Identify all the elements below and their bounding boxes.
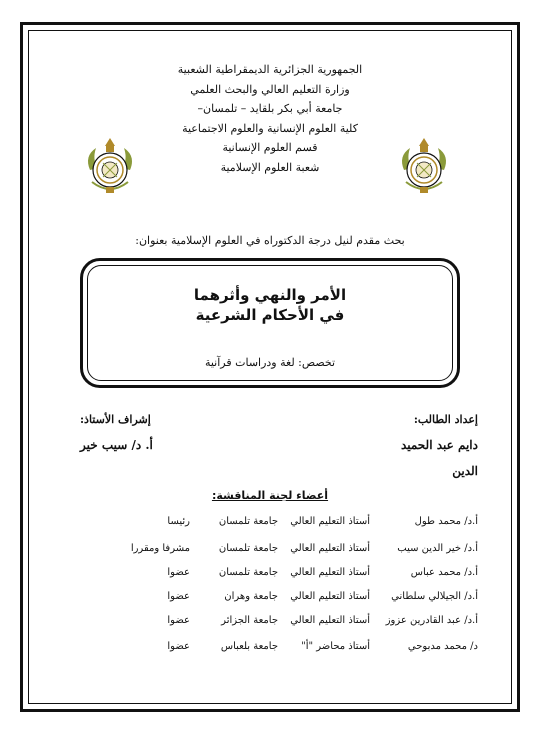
member-university: جامعة تلمسان [218,543,278,554]
student-name-line2: الدين [452,464,478,478]
header-line-ministry: وزارة التعليم العالي والبحث العلمي [190,82,350,96]
member-university: جامعة وهران [224,591,278,602]
member-rank: أستاذ محاضر "أ" [301,641,370,652]
member-role: عضوا [167,591,190,602]
thesis-title-line2: في الأحكام الشرعية [195,306,345,324]
member-role: رئيسا [167,516,190,527]
member-university: جامعة تلمسان [218,567,278,578]
member-name: أ.د/ محمد عباس [410,567,478,578]
header-line-university: جامعة أبي بكر بلقايد – تلمسان– [197,102,343,115]
degree-intro: بحث مقدم لنيل درجة الدكتوراه في العلوم الإسلامية بعنوان: [135,234,405,247]
header-line-department: قسم العلوم الإنسانية [222,141,318,154]
committee-title: أعضاء لجنة المناقشة: [211,489,329,502]
header-line-republic: الجمهورية الجزائرية الديمقراطية الشعبية [177,63,363,76]
member-name: أ.د/ محمد طول [414,516,478,527]
header-line-branch: شعبة العلوم الإسلامية [220,160,320,174]
member-university: جامعة تلمسان [218,516,278,527]
member-university: جامعة الجزائر [221,615,278,626]
member-role: عضوا [167,641,190,652]
supervision-label: إشراف الأستاذ: [80,413,151,426]
preparation-label: إعداد الطالب: [413,413,478,426]
member-name: د/ محمد مدبوحي [407,641,478,652]
member-rank: أستاذ التعليم العالي [290,567,370,578]
supervisor-name: أ. د/ سيب خير [80,438,153,452]
thesis-title-line1: الأمر والنهي وأثرهما [193,286,347,304]
member-university: جامعة بلعباس [220,641,278,652]
specialty: تخصص: لغة ودراسات قرآنية [204,356,336,369]
member-name: أ.د/ عبد القادرين عزوز [385,615,478,626]
member-role: عضوا [167,615,190,626]
member-rank: أستاذ التعليم العالي [290,543,370,554]
institution-header [150,60,390,177]
university-emblem-left [82,136,138,196]
university-emblem-right [396,136,452,196]
member-role: مشرفا ومقررا [130,543,190,554]
member-rank: أستاذ التعليم العالي [290,516,370,527]
member-role: عضوا [167,567,190,578]
member-rank: أستاذ التعليم العالي [290,591,370,602]
member-rank: أستاذ التعليم العالي [290,615,370,626]
member-name: أ.د/ الجيلالي سلطاني [391,591,478,602]
student-name: دايم عبد الحميد [400,438,478,452]
member-name: أ.د/ خير الدين سيب [397,543,478,554]
header-line-faculty: كلية العلوم الإنسانية والعلوم الاجتماعية [182,121,358,135]
